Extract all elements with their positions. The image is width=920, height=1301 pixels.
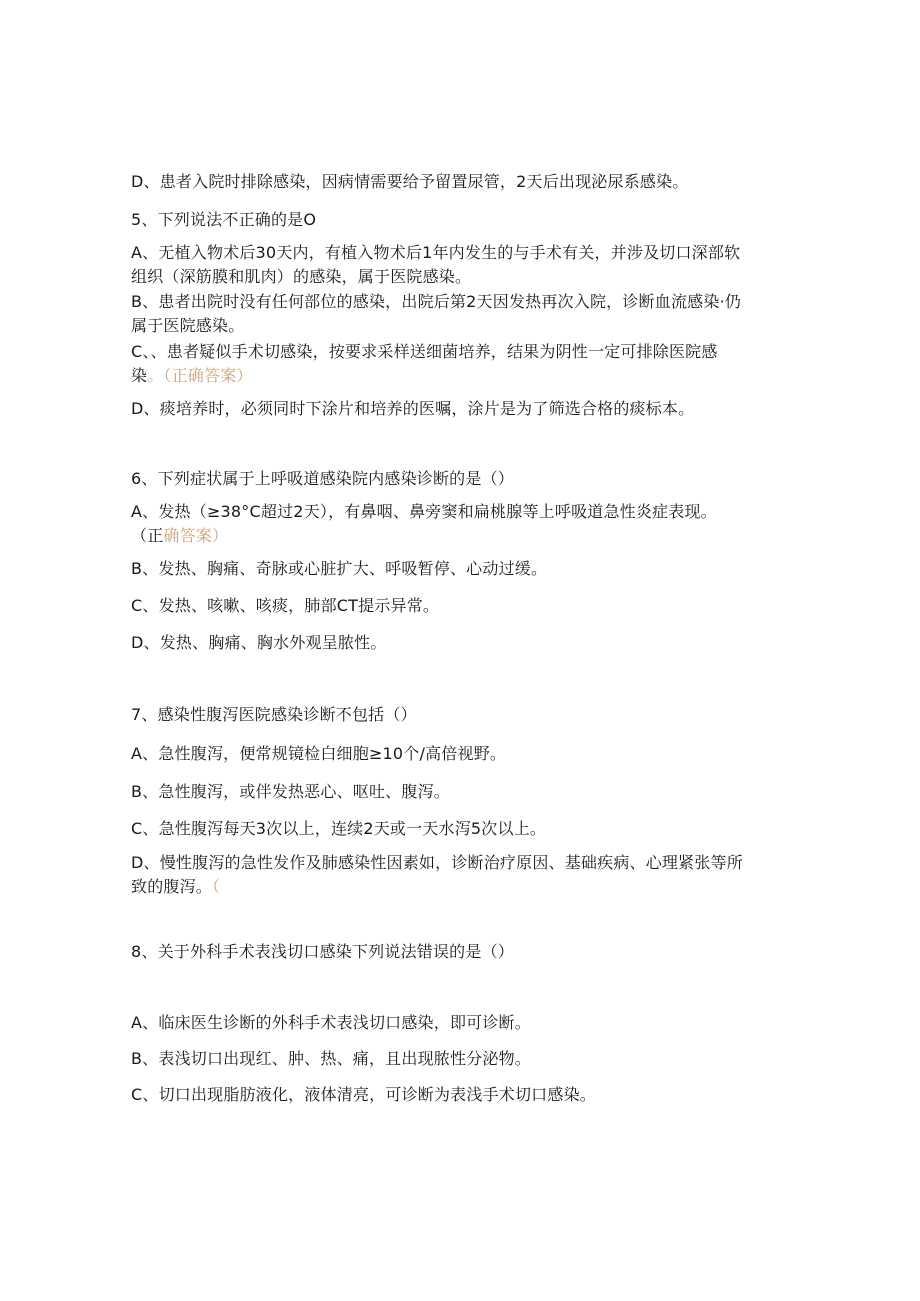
correct-answer-mark: （ [212, 877, 221, 896]
correct-answer-mark: 。（正确答案） [147, 366, 253, 385]
q6-option-b: B、发热、胸痛、奇脉或心脏扩大、呼吸暂停、心动过缓。 [131, 559, 548, 578]
q8-option-a: A、临床医生诊断的外科手术表浅切口感染，即可诊断。 [131, 1013, 531, 1032]
q8-question: 8、关于外科手术表浅切口感染下列说法错误的是（） [131, 942, 514, 961]
q6-option-a-line2 [131, 524, 791, 548]
q7-option-c: C、急性腹泻每天3次以上，连续2天或一天水泻5次以上。 [131, 819, 547, 838]
q5-option-d: D、痰培养时，必须同时下涂片和培养的医嘱，涂片是为了筛选合格的痰标本。 [131, 399, 695, 418]
q8-option-c: C、切口出现脂肪液化，液体清亮，可诊断为表浅手术切口感染。 [131, 1085, 596, 1104]
q4-option-d: D、患者入院时排除感染，因病情需要给予留置尿管，2天后出现泌尿系感染。 [131, 172, 689, 191]
q6-question: 6、下列症状属于上呼吸道感染院内感染诊断的是（） [131, 469, 514, 488]
q7-option-b: B、急性腹泻，或伴发热恶心、呕吐、腹泻。 [131, 782, 450, 801]
q5-option-b-line1: B、患者出院时没有任何部位的感染，出院后第2天因发热再次入院，诊断血流感染·仍 [131, 292, 742, 311]
q7-option-d-line1: D、慢性腹泻的急性发作及肺感染性因素如，诊断治疗原因、基础疾病、心理紧张等所 [131, 853, 743, 872]
q7-option-a: A、急性腹泻，便常规镜检白细胞≥10个/高倍视野。 [131, 744, 507, 763]
q5-option-c-text: 染 [131, 366, 148, 385]
correct-answer-mark: 确答案） [163, 526, 229, 545]
q6-option-a-text: （正 [131, 526, 164, 545]
q6-option-c: C、发热、咳嗽、咳痰，肺部CT提示异常。 [131, 596, 440, 615]
q6-option-a-line1: A、发热（≥38°C超过2天），有鼻咽、鼻旁窦和扁桃腺等上呼吸道急性炎症表现。 [131, 502, 717, 521]
q7-option-d-line2 [131, 875, 791, 899]
q5-option-b-line2: 属于医院感染。 [131, 316, 245, 335]
q5-option-c-line1: C、、患者疑似手术切感染，按要求采样送细菌培养，结果为阴性一定可排除医院感 [131, 342, 718, 361]
q7-question: 7、感染性腹泻医院感染诊断不包括（） [131, 705, 417, 724]
q5-question: 5、下列说法不正确的是O [131, 210, 317, 229]
q5-option-a-line2: 组织（深筋膜和肌肉）的感染，属于医院感染。 [131, 267, 472, 286]
q6-option-d: D、发热、胸痛、胸水外观呈脓性。 [131, 633, 387, 652]
q8-option-b: B、表浅切口出现红、肿、热、痛，且出现脓性分泌物。 [131, 1049, 531, 1068]
q7-option-d-text: 致的腹泻。 [131, 877, 213, 896]
q5-option-c-line2 [131, 364, 791, 388]
q5-option-a-line1: A、无植入物术后30天内，有植入物术后1年内发生的与手术有关，并涉及切口深部软 [131, 243, 741, 262]
